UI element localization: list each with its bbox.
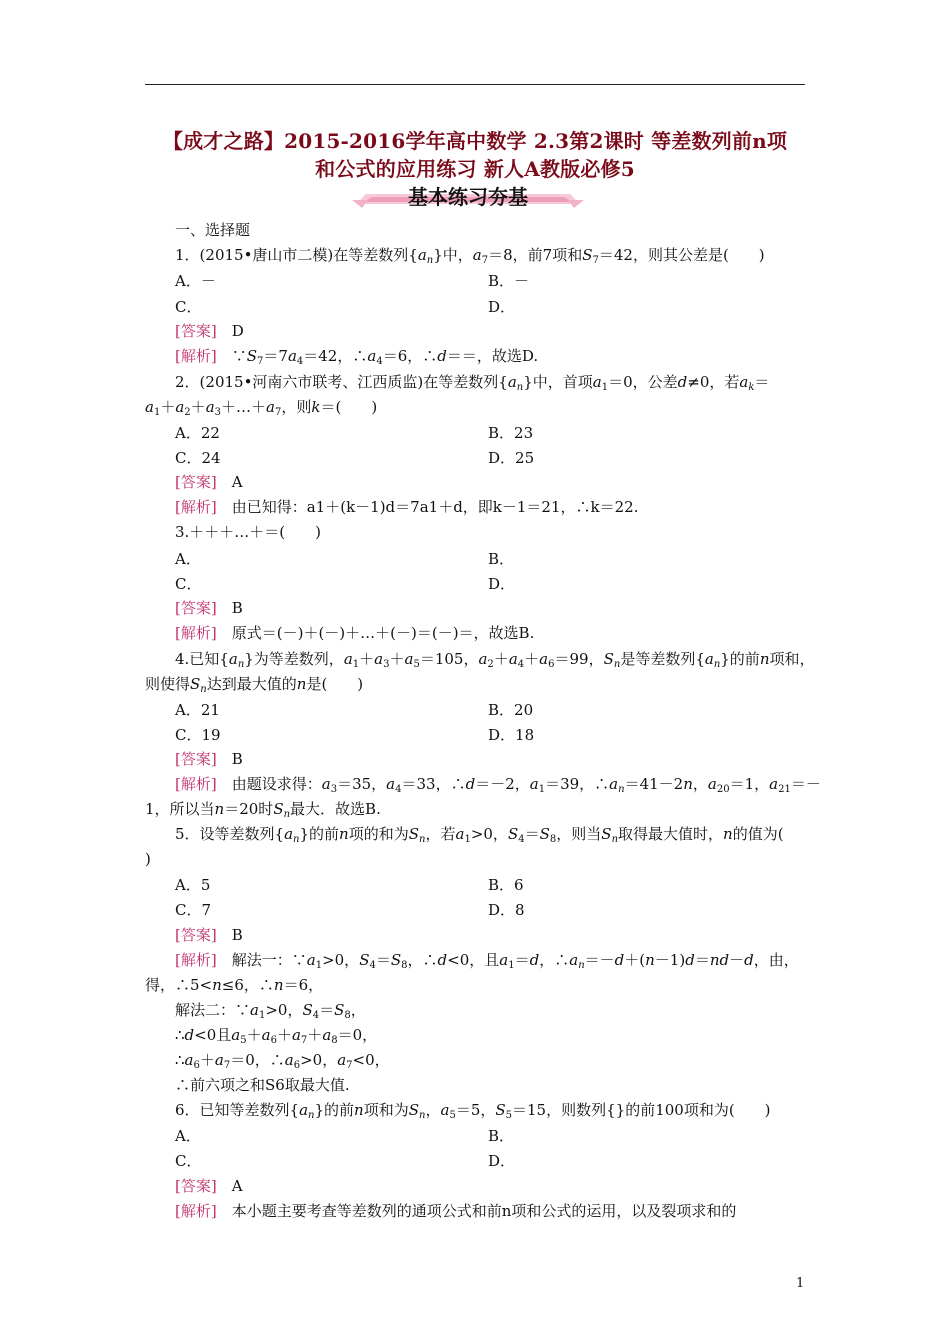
q5-analysis-line2: 得，∴5<n≤6，∴n＝6，: [145, 976, 324, 994]
q5-analysis-line1: [解析] 解法一：$\because a_1>0$，$S_4=S_8$，∴d<0，且$a_1=d$，$\therefore a_n=-d+(n-1)d=nd-d$，由，: [175, 951, 799, 971]
banner-title: 基本练习夯基: [408, 185, 528, 209]
q3-option-b: B．: [488, 550, 515, 568]
q4-option-a: A．21: [175, 701, 220, 719]
q5-option-a: A．5: [175, 876, 211, 894]
q6-option-b: B．: [488, 1127, 515, 1145]
q5-answer: [175, 925, 243, 945]
analysis-tag: [解析]: [175, 951, 217, 969]
q5-option-c: C．7: [175, 901, 212, 919]
q2-analysis-text: 由已知得：a1＋(k－1)d＝7a1＋d，即k－1＝21，∴k＝22.: [231, 498, 639, 516]
q1-option-d: D．: [488, 298, 516, 316]
q6-stem: 6．已知等差数列$\{a_n\}$的前n项和为$S_n$，$a_5=5$，$S_5=15$，则数列{}的前100项和为( ): [175, 1101, 771, 1121]
document-title-line2: 和公式的应用练习 新人A教版必修5: [315, 157, 635, 181]
q2-answer-value: A: [231, 473, 243, 491]
analysis-tag: [解析]: [175, 775, 217, 793]
q2-stem-line2: $a_1+a_2+a_3+\dots+a_7$，则k＝( ): [145, 398, 378, 418]
analysis-tag: [解析]: [175, 624, 217, 642]
q5-option-d: D．8: [488, 901, 525, 919]
section-heading: 一、选择题: [175, 221, 251, 239]
q3-option-c: C．: [175, 575, 202, 593]
q4-answer: [175, 749, 243, 769]
q2-analysis: [175, 497, 638, 517]
q5-method2-line3: $\therefore a_6+a_7=0$，$\therefore a_6>0$，$a_7<0$，: [175, 1051, 390, 1071]
answer-tag: [答案]: [175, 1177, 217, 1195]
q5-stem-line1: 5．设等差数列$\{a_n\}$的前n项的和为$S_n$，若$a_1>0$，$S_4=S_8$，则当$S_n$取得最大值时，n的值为(: [175, 825, 784, 845]
q5-method2-line1: 解法二：$\because a_1>0$，$S_4=S_8$，: [175, 1001, 366, 1021]
q1-analysis: [解析] $\because S_7=7a_4=42$，$\therefore a_4=6$，∴d＝＝，故选D.: [175, 347, 539, 367]
q3-answer: [175, 598, 243, 618]
analysis-tag: [解析]: [175, 347, 217, 365]
q2-option-a: A．22: [175, 424, 220, 442]
q6-option-d: D．: [488, 1152, 516, 1170]
q1-option-c: C．: [175, 298, 202, 316]
q1-stem: 1．(2015•唐山市二模)在等差数列$\{a_n\}$中，$a_7=8$，前7项和$S_7=42$，则其公差是( ): [175, 246, 765, 266]
answer-tag: [答案]: [175, 599, 217, 617]
q6-analysis: [175, 1201, 736, 1221]
page-number: 1: [796, 1276, 805, 1291]
q4-option-b: B．20: [488, 701, 534, 719]
q4-analysis-line2: 1，所以当n＝20时$S_n$最大．故选B.: [145, 800, 381, 820]
q4-analysis-line1: [解析] 由题设求得：$a_3=35$，$a_4=33$，∴d＝－2，$a_1=39$，$\therefore a_n=41-2n$，$a_{20}=1$，$a_{21}=-$: [175, 775, 821, 795]
q1-option-b: B．－: [488, 272, 530, 290]
q3-option-d: D．: [488, 575, 516, 593]
q3-option-a: A．: [175, 550, 201, 568]
answer-tag: [答案]: [175, 473, 217, 491]
q6-option-c: C．: [175, 1152, 202, 1170]
q4-option-c: C．19: [175, 726, 221, 744]
answer-tag: [答案]: [175, 750, 217, 768]
q3-stem: 3.＋＋＋…＋＝( ): [175, 523, 322, 541]
q4-answer-value: B: [231, 750, 243, 768]
q5-method2-line4: ∴前六项之和S6取最大值.: [175, 1076, 350, 1094]
q4-stem-line1: 4.已知$\{a_n\}$为等差数列，$a_1+a_3+a_5=105$，$a_2+a_4+a_6=99$，$S_n$是等差数列$\{a_n\}$的前n项和，: [175, 650, 815, 670]
q5-method2-line2: ∴d<0且$a_5+a_6+a_7+a_8=0$，: [175, 1026, 378, 1046]
header-rule: [145, 84, 805, 85]
q6-analysis-text: 本小题主要考查等差数列的通项公式和前n项和公式的运用，以及裂项求和的: [231, 1202, 737, 1220]
section-banner: [352, 178, 584, 212]
q5-stem-line2: ): [145, 850, 151, 868]
q6-option-a: A．: [175, 1127, 201, 1145]
q3-analysis: [175, 623, 534, 643]
answer-tag: [答案]: [175, 322, 217, 340]
q2-answer: [175, 472, 243, 492]
q1-option-a: A．－: [175, 272, 216, 290]
q2-option-b: B．23: [488, 424, 534, 442]
answer-tag: [答案]: [175, 926, 217, 944]
q2-stem-line1: 2．(2015•河南六市联考、江西质监)在等差数列$\{a_n\}$中，首项$a_1=0$，公差d≠0，若$a_k=$: [175, 373, 770, 393]
document-title-line1: 【成才之路】2015-2016学年高中数学 2.3第2课时 等差数列前n项: [162, 129, 788, 153]
q5-answer-value: B: [231, 926, 243, 944]
analysis-tag: [解析]: [175, 498, 217, 516]
q4-option-d: D．18: [488, 726, 535, 744]
q2-option-d: D．25: [488, 449, 535, 467]
q2-option-c: C．24: [175, 449, 221, 467]
q6-answer-value: A: [231, 1177, 243, 1195]
q4-stem-line2: 则使得$S_n$达到最大值的n是( ): [145, 675, 364, 695]
q6-answer: [175, 1176, 243, 1196]
q1-answer: [175, 321, 244, 341]
q1-answer-value: D: [231, 322, 244, 340]
q3-answer-value: B: [231, 599, 243, 617]
q5-option-b: B．6: [488, 876, 524, 894]
analysis-tag: [解析]: [175, 1202, 217, 1220]
q3-analysis-text: 原式＝(－)＋(－)＋…＋(－)＝(－)＝，故选B.: [231, 624, 535, 642]
